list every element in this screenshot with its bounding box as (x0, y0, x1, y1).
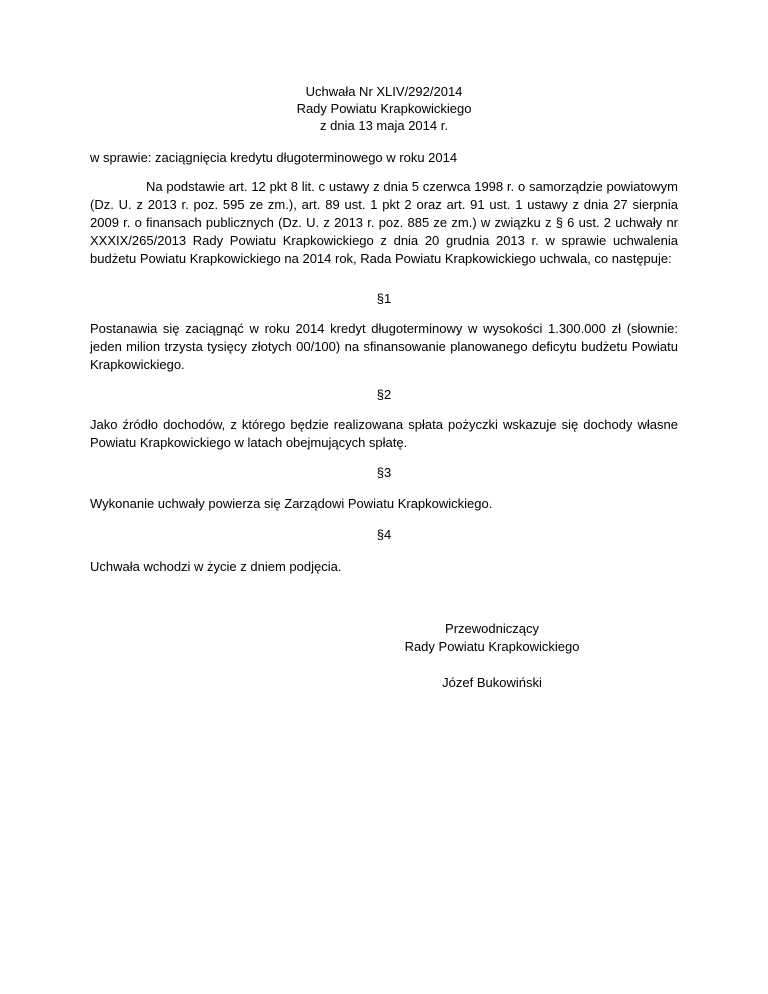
resolution-number: Uchwała Nr XLIV/292/2014 (305, 84, 463, 99)
signatory-name: Józef Bukowiński (442, 675, 542, 690)
issuing-body: Rady Powiatu Krapkowickiego (296, 101, 472, 116)
section-3-number: §3 (376, 465, 392, 480)
section-2-number: §2 (376, 387, 392, 402)
section-1-text: Postanawia się zaciągnąć w roku 2014 kredyt długoterminowy w wysokości 1.300.000 zł (słownie: jeden milion trzysta tysięcy złotych 00/100) na sfinansowanie planowanego deficytu budżetu Powiatu Krapkowickiego. (90, 321, 678, 372)
resolution-header (0, 83, 768, 134)
signatory-role: Przewodniczący (445, 621, 539, 636)
section-4-number: §4 (376, 527, 392, 542)
section-2-text: Jako źródło dochodów, z którego będzie realizowana spłata pożyczki wskazuje się dochody własne Powiatu Krapkowickiego w latach obejmujących spłatę. (90, 417, 678, 450)
resolution-date: z dnia 13 maja 2014 r. (320, 118, 448, 133)
section-3-text: Wykonanie uchwały powierza się Zarządowi Powiatu Krapkowickiego. (90, 496, 493, 511)
section-1-number: §1 (376, 291, 392, 306)
signature-block (392, 620, 592, 692)
preamble-paragraph: Na podstawie art. 12 pkt 8 lit. c ustawy z dnia 5 czerwca 1998 r. o samorządzie powiatowym (Dz. U. z 2013 r. poz. 595 ze zm.), art. 89 ust. 1 pkt 2 oraz art. 91 ust. 1 ustawy z dnia 27 sierpnia 2009 r. o finansach publicznych (Dz. U. z 2013 r. poz. 885 ze zm.) w związku z § 6 ust. 2 uchwały nr XXXIX/265/2013 Rady Powiatu Krapkowickiego z dnia 20 grudnia 2013 r. w sprawie uchwalenia budżetu Powiatu Krapkowickiego na 2014 rok, Rada Powiatu Krapkowickiego uchwala, co następuje: (90, 179, 678, 266)
section-4-text: Uchwała wchodzi w życie z dniem podjęcia. (90, 559, 342, 574)
signatory-body: Rady Powiatu Krapkowickiego (404, 639, 580, 654)
resolution-subject: w sprawie: zaciągnięcia kredytu długoterminowego w roku 2014 (90, 150, 458, 165)
